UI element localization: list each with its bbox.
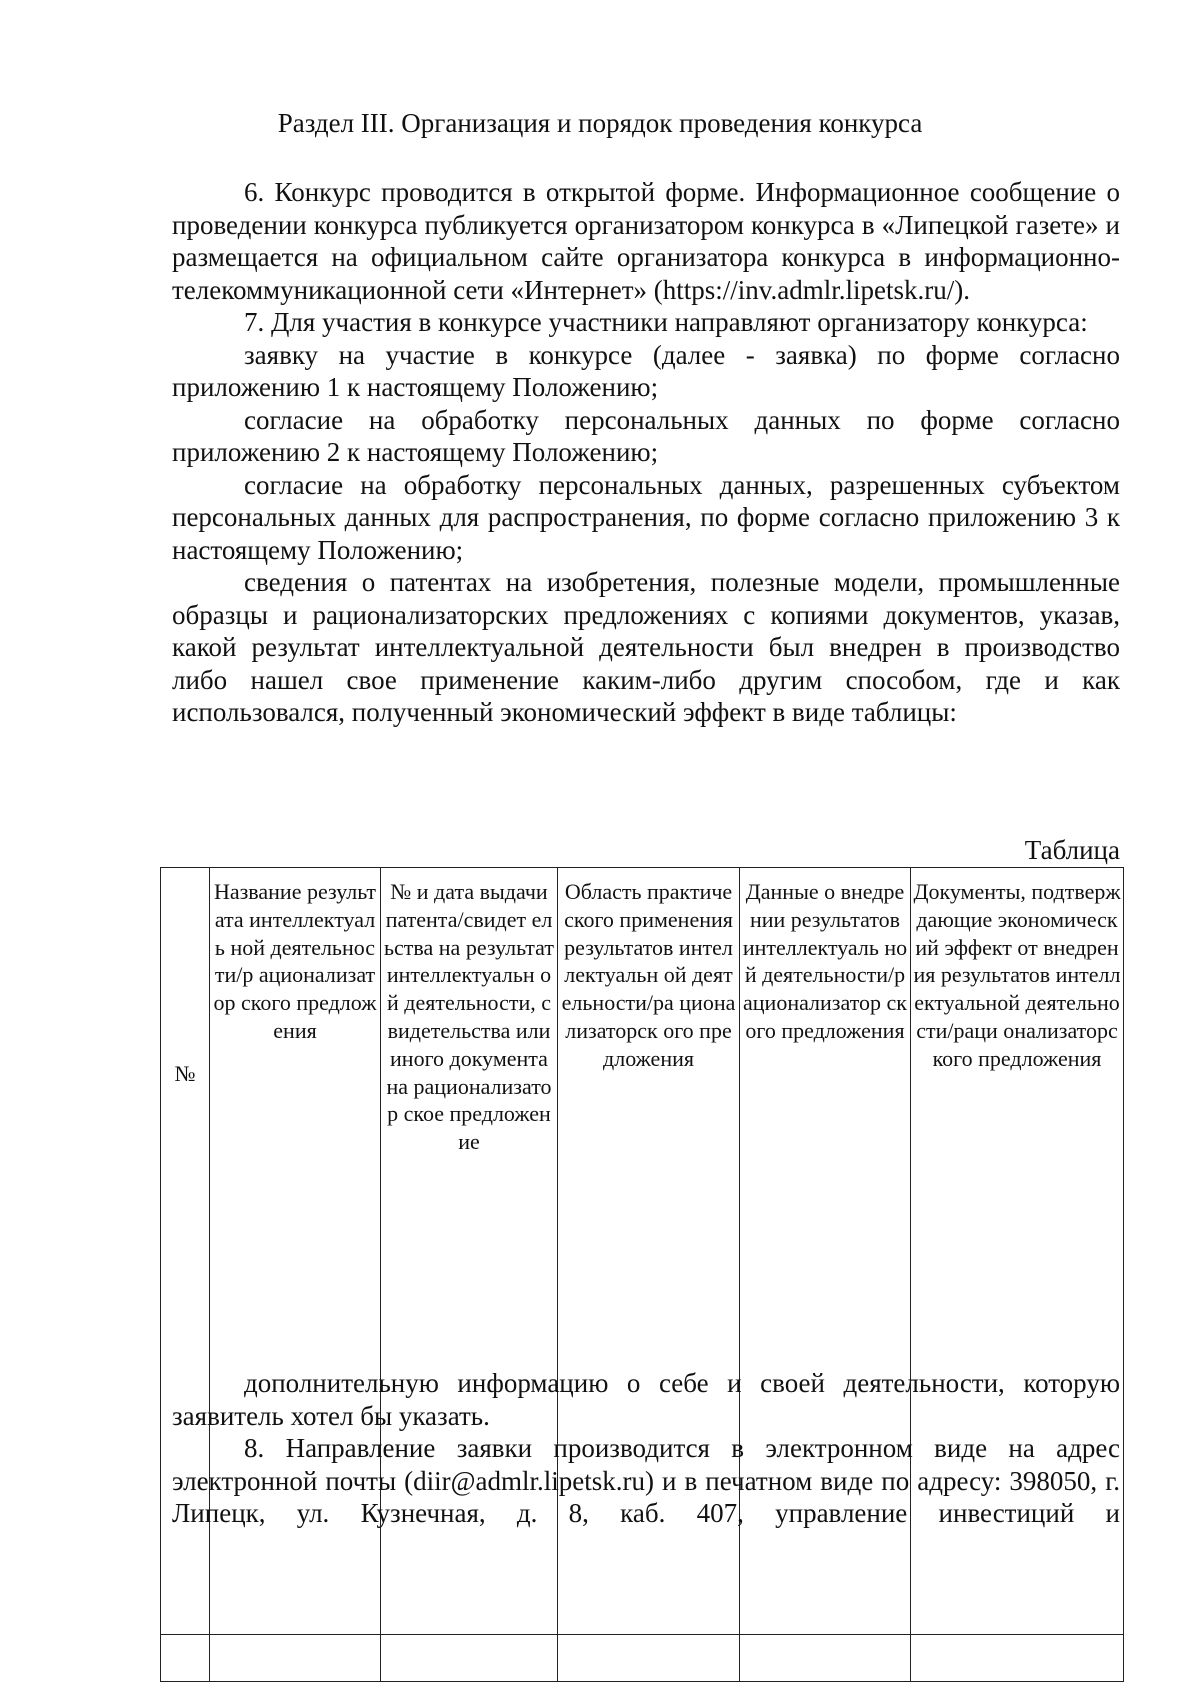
table-cell xyxy=(740,1635,911,1682)
list-item-patents: сведения о патентах на изобретения, полезные модели, промышленные образцы и рационализаторских предложениях с копиями документов, указав, какой результат интеллектуальной деятельности был внедрен в производство либо нашел свое применение каким-либо другим способом, где и как использовался, полученный экономический эффект в виде таблицы: xyxy=(172,567,1120,727)
paragraph-6: 6. Конкурс проводится в открытой форме. Информационное сообщение о проведении конкурса публикуется организатором конкурса в «Липецкой газете» и размещается на официальном сайте организатора конкурса в информационно-телекоммуникационной сети «Интернет» (https://inv.admlr.lipetsk.ru/). xyxy=(172,177,1120,305)
text-block-after xyxy=(172,1367,1120,1530)
list-item-application: заявку на участие в конкурсе (далее - заявка) по форме согласно приложению 1 к настоящему Положению; xyxy=(172,339,1120,402)
table-cell xyxy=(161,1635,210,1682)
header-result-name: Название результата интеллектуаль ной деятельности/р ационализатор ского предложения xyxy=(210,868,381,1635)
list-item-additional-info: дополнительную информацию о себе и своей деятельности, которую заявитель хотел бы указать. xyxy=(172,1368,1120,1431)
header-patent-number-date: № и дата выдачи патента/свидет ельства на результат интеллектуальн ой деятельности, свидетельства или иного документа на рационализатор ское предложение xyxy=(381,868,558,1635)
table-cell xyxy=(381,1635,558,1682)
list-item-consent: согласие на обработку персональных данных по форме согласно приложению 2 к настоящему Положению; xyxy=(172,404,1120,467)
paragraph-7: 7. Для участия в конкурсе участники направляют организатору конкурса: xyxy=(244,307,1088,337)
header-implementation-data: Данные о внедрении результатов интеллектуаль ной деятельности/р ационализатор ского предложения xyxy=(740,868,911,1635)
table-caption: Таблица xyxy=(1024,835,1120,865)
header-application-area: Область практического применения результатов интеллектуальн ой деятельности/ра ционализаторск ого предложения xyxy=(558,868,740,1635)
patents-table xyxy=(160,867,1124,1682)
table-cell xyxy=(911,1635,1124,1682)
list-item-consent-distribution: согласие на обработку персональных данных, разрешенных субъектом персональных данных для распространения, по форме согласно приложению 3 к настоящему Положению; xyxy=(172,469,1120,565)
table-cell xyxy=(210,1635,381,1682)
section-title: Раздел III. Организация и порядок проведения конкурса xyxy=(277,108,923,138)
table-cell xyxy=(558,1635,740,1682)
header-effect-documents: Документы, подтверждающие экономический эффект от внедрения результатов интеллектуальной деятельности/раци онализаторского предложения xyxy=(911,868,1124,1635)
header-number: № xyxy=(161,868,210,1635)
text-block-before xyxy=(172,176,1120,729)
table-row xyxy=(161,1635,1124,1682)
paragraph-8: 8. Направление заявки производится в электронном виде на адрес электронной почты (diir@admlr.lipetsk.ru) и в печатном виде по адресу: 398050, г. Липецк, ул. Кузнечная, д. 8, каб. 407, управление инвестиций и xyxy=(172,1433,1120,1528)
